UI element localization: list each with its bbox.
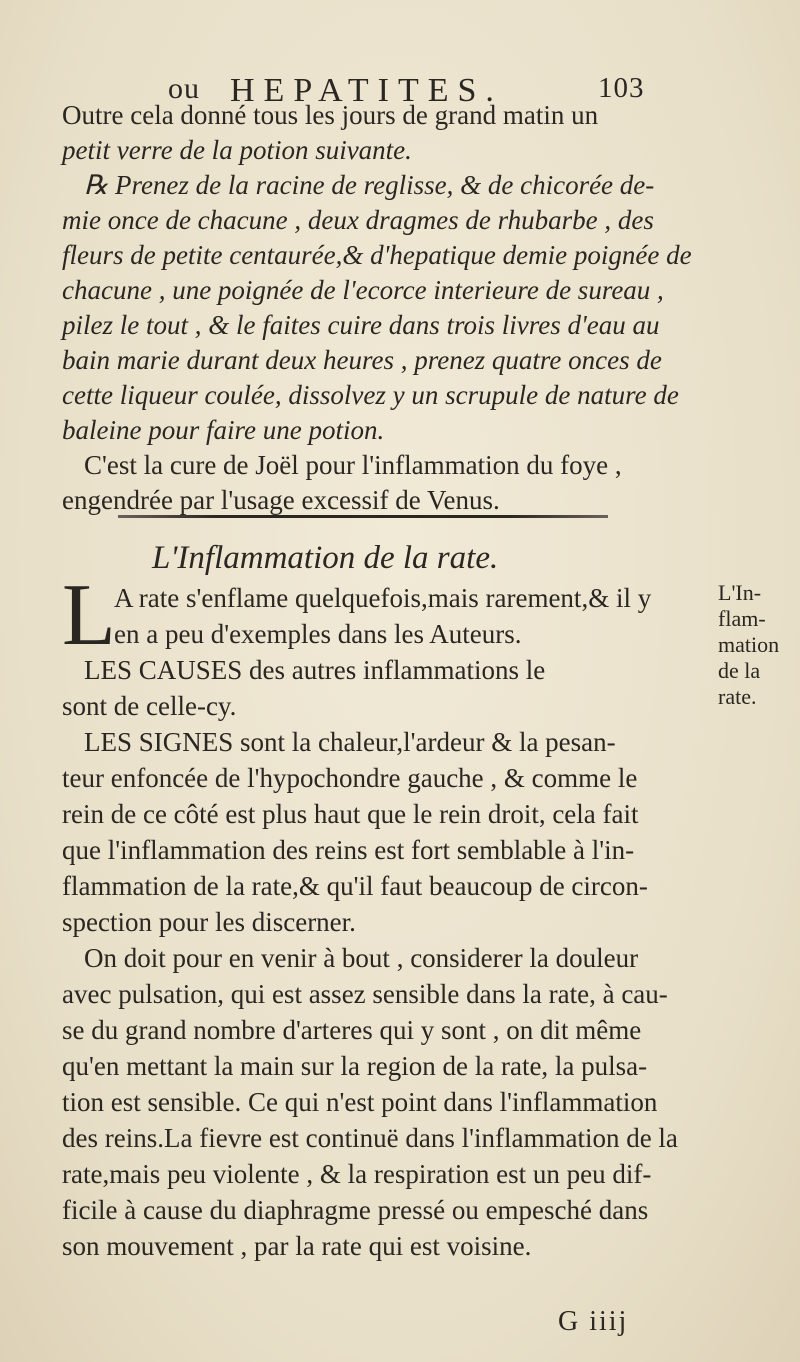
section-line: A rate s'enflame quelquefois,mais rarement,& il y [114, 583, 652, 613]
section-body [62, 580, 702, 1264]
section-line: LES CAUSES des autres inflammations le [84, 655, 546, 685]
section-line: On doit pour en venir à bout , considerer la douleur [84, 943, 639, 973]
section-line: des reins.La fievre est continuë dans l'inflammation de la [62, 1123, 678, 1153]
margin-note-line: rate. [718, 684, 757, 709]
signature-mark: G iiij [558, 1306, 629, 1337]
header-prefix: ou [168, 72, 200, 105]
recipe-line: bain marie durant deux heures , prenez quatre onces de [62, 345, 662, 375]
section-line: en a peu d'exemples dans les Auteurs. [114, 619, 522, 649]
section-title: L'Inflammation de la rate. [152, 540, 499, 576]
section-line: rein de ce côté est plus haut que le rein droit, cela fait [62, 799, 639, 829]
section-line: tion est sensible. Ce qui n'est point dans l'inflammation [62, 1087, 658, 1117]
drop-cap: L [62, 567, 116, 664]
recipe-line: chacune , une poignée de l'ecorce interieure de sureau , [62, 275, 664, 305]
section-line: avec pulsation, qui est assez sensible dans la rate, à cau- [62, 979, 668, 1009]
section-divider [118, 515, 608, 518]
intro-line: Outre cela donné tous les jours de grand matin un [62, 100, 599, 130]
margin-note-line: de la [718, 658, 761, 683]
recipe-line: mie once de chacune , deux dragmes de rhubarbe , des [62, 205, 654, 235]
section-line: que l'inflammation des reins est fort semblable à l'in- [62, 835, 635, 865]
recipe-line: ℞ Prenez de la racine de reglisse, & de chicorée de- [84, 170, 655, 200]
closing-line: engendrée par l'usage excessif de Venus. [62, 485, 500, 515]
margin-note-line: flam- [718, 606, 766, 631]
recipe-line: fleurs de petite centaurée,& d'hepatique demie poignée de [62, 240, 692, 270]
margin-note-line: mation [718, 632, 780, 657]
margin-note [718, 580, 788, 710]
section-line: teur enfoncée de l'hypochondre gauche , & comme le [62, 763, 638, 793]
section-line: rate,mais peu violente , & la respiration est un peu dif- [62, 1159, 652, 1189]
section-line: sont de celle-cy. [62, 691, 237, 721]
section-line: LES SIGNES sont la chaleur,l'ardeur & la pesan- [84, 727, 616, 757]
page-number: 103 [598, 72, 645, 104]
recipe-line: cette liqueur coulée, dissolvez y un scrupule de nature de [62, 380, 679, 410]
intro-block [62, 98, 692, 518]
section-line: se du grand nombre d'arteres qui y sont , on dit même [62, 1015, 642, 1045]
header-title: HEPATITES. [230, 72, 503, 109]
section-line: flammation de la rate,& qu'il faut beaucoup de circon- [62, 871, 648, 901]
recipe-line: baleine pour faire une potion. [62, 415, 385, 445]
closing-line: C'est la cure de Joël pour l'inflammation du foye , [84, 450, 622, 480]
intro-line: petit verre de la potion suivante. [62, 135, 412, 165]
section-line: son mouvement , par la rate qui est voisine. [62, 1231, 532, 1261]
section-line: qu'en mettant la main sur la region de la rate, la pulsa- [62, 1051, 648, 1081]
section-line: ficile à cause du diaphragme pressé ou empesché dans [62, 1195, 649, 1225]
margin-note-line: L'In- [718, 580, 762, 605]
section-line: spection pour les discerner. [62, 907, 356, 937]
recipe-line: pilez le tout , & le faites cuire dans trois livres d'eau au [62, 310, 660, 340]
